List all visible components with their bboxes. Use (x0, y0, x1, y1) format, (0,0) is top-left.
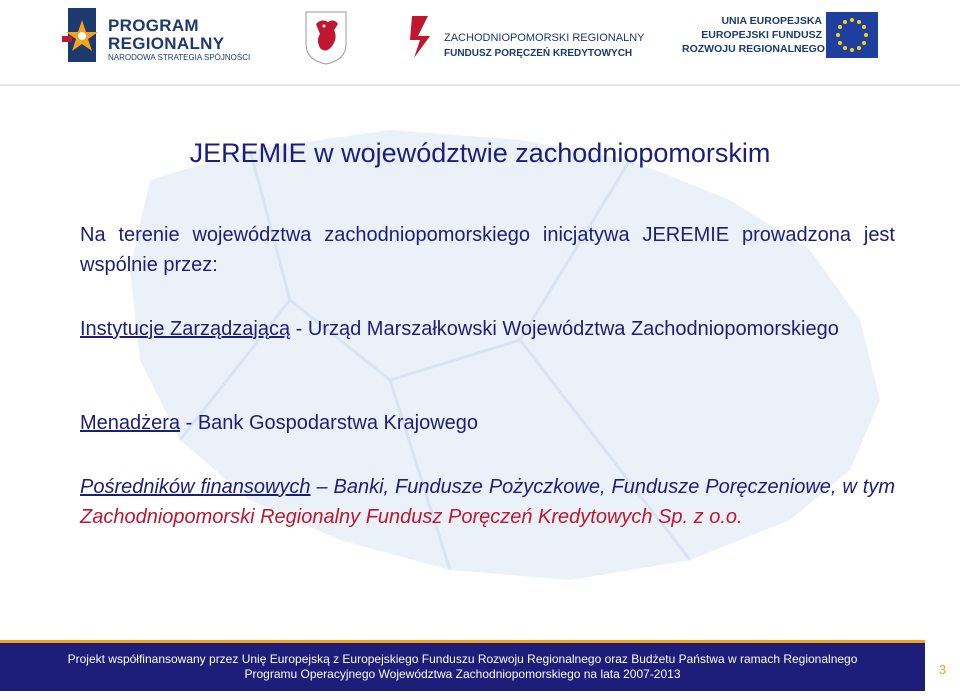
eu-logo-line1: UNIA EUROPEJSKA (721, 15, 822, 27)
zrfpk-logo-line2: FUNDUSZ PORĘCZEŃ KREDYTOWYCH (444, 48, 633, 59)
footer-line2: Programu Operacyjnego Województwa Zachodniopomorskiego na lata 2007-2013 (244, 667, 681, 681)
managing-label: Instytucje Zarządzającą (80, 318, 291, 340)
intermediaries-paragraph (80, 472, 895, 532)
managing-institution-paragraph (80, 314, 895, 344)
footer-band (0, 640, 925, 691)
footer-text (0, 652, 925, 682)
manager-separator: - (180, 412, 198, 434)
program-logo-line2: REGIONALNY (108, 34, 225, 53)
managing-value: Urząd Marszałkowski Województwa Zachodniopomorskiego (307, 318, 839, 340)
zrfpk-logo-line1: ZACHODNIOPOMORSKI REGIONALNY (444, 32, 645, 44)
intermediaries-label: Pośredników finansowych (80, 476, 311, 498)
intermediaries-separator: – (310, 476, 334, 498)
footer-line1: Projekt współfinansowany przez Unię Europejską z Europejskiego Funduszu Rozwoju Regionalnego oraz Budżetu Państwa w ramach Regionalnego (67, 652, 858, 666)
program-logo-line3: NARODOWA STRATEGIA SPÓJNOŚCI (108, 53, 251, 62)
intermediaries-value: Banki, Fundusze Pożyczkowe, Fundusze Poręczeniowe, w tym (333, 476, 895, 498)
footer (0, 640, 960, 691)
page-number: 3 (925, 640, 960, 691)
manager-value: Bank Gospodarstwa Krajowego (197, 412, 478, 434)
eu-logo-line2: EUROPEJSKI FUNDUSZ (701, 29, 822, 41)
manager-label: Menadżera (80, 412, 181, 434)
manager-paragraph (80, 408, 895, 438)
footer-accent-bar (0, 640, 925, 643)
intermediaries-highlight: Zachodniopomorski Regionalny Fundusz Poręczeń Kredytowych Sp. z o.o. (80, 506, 743, 528)
slide-title: JEREMIE w województwie zachodniopomorskim (189, 138, 771, 168)
managing-separator: - (290, 318, 308, 340)
eu-logo-line3: ROZWOJU REGIONALNEGO (682, 43, 825, 55)
intro-paragraph: Na terenie województwa zachodniopomorskiego inicjatywa JEREMIE prowadzona jest wspólnie przez: (80, 224, 895, 276)
program-logo-line1: PROGRAM (108, 16, 199, 35)
